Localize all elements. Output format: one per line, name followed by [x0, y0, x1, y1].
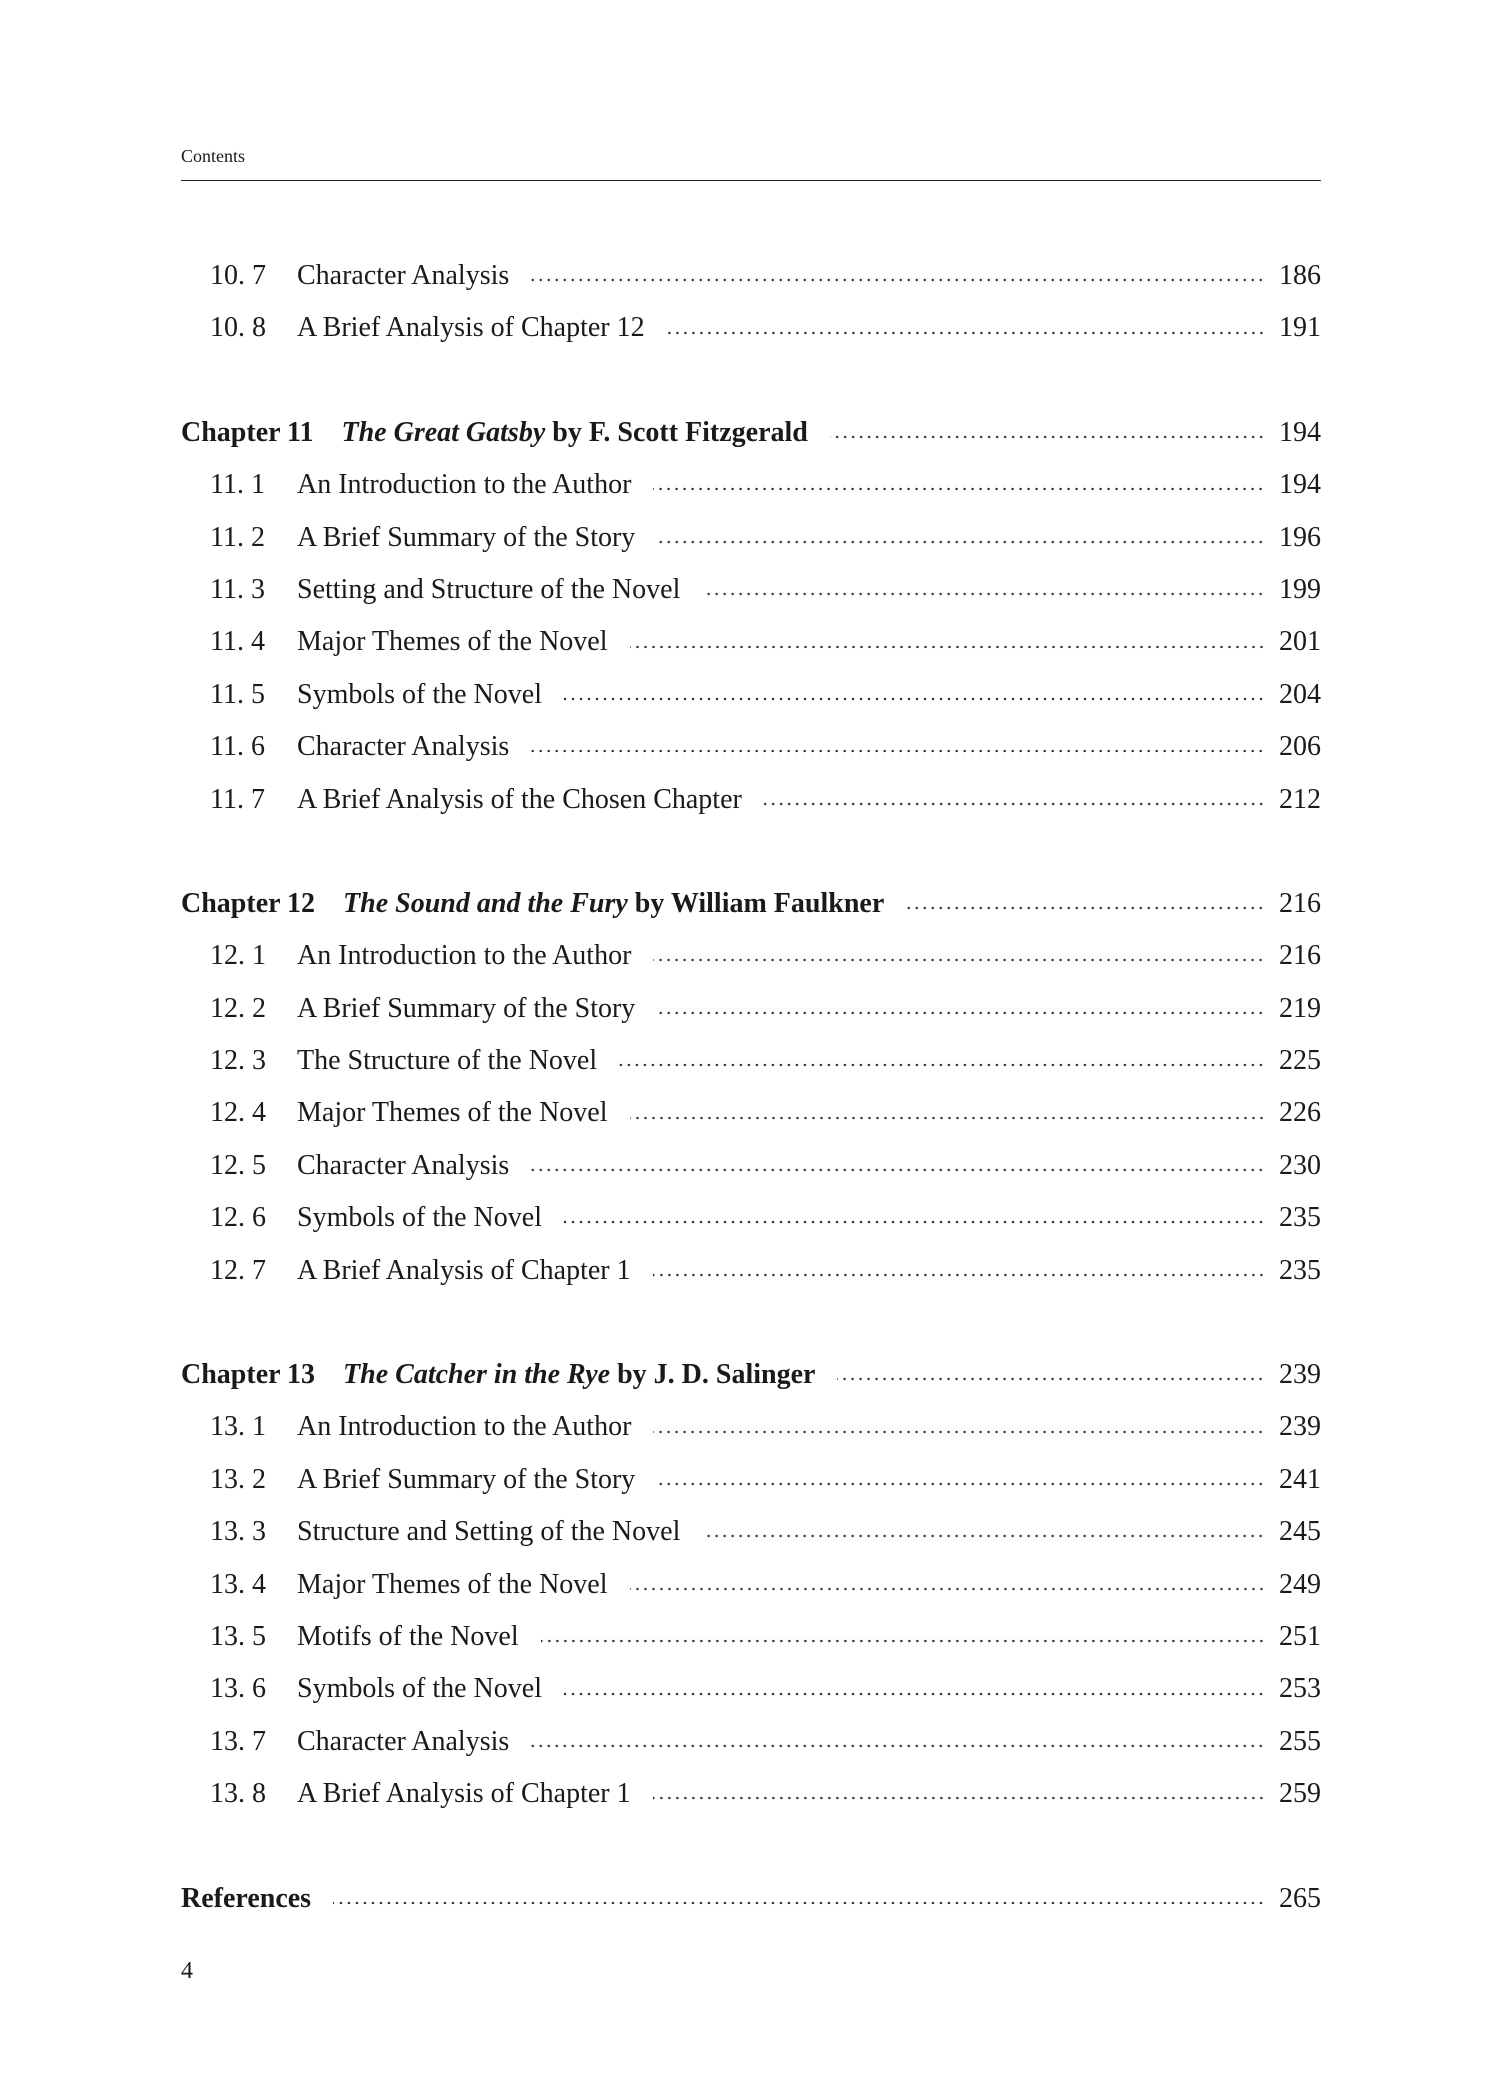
book-title: The Great Gatsby	[341, 416, 546, 448]
dot-leader	[564, 1691, 1265, 1697]
section-title: Character Analysis	[297, 731, 510, 763]
toc-entry-10-8[interactable]	[181, 302, 1321, 354]
section-title: Major Themes of the Novel	[297, 626, 608, 658]
book-author: by F. Scott Fitzgerald	[552, 416, 808, 448]
dot-leader	[667, 330, 1265, 336]
section-title: Symbols of the Novel	[297, 678, 542, 710]
toc-entry-11-1[interactable]	[181, 459, 1321, 511]
chapter-title	[181, 407, 808, 459]
running-head: Contents	[181, 146, 246, 166]
page-number: 230	[1279, 1149, 1321, 1181]
page-number: 194	[1279, 416, 1321, 448]
dot-leader	[764, 801, 1265, 807]
toc-chapter-13[interactable]	[181, 1349, 1321, 1401]
section-number: 12. 2	[210, 992, 266, 1024]
page-number: 225	[1279, 1045, 1321, 1077]
toc-entry-13-7[interactable]	[181, 1716, 1321, 1768]
dot-leader	[619, 1062, 1265, 1068]
toc-entry-11-2[interactable]	[181, 512, 1321, 564]
dot-leader	[702, 591, 1265, 597]
page-number: 235	[1279, 1254, 1321, 1286]
book-author: by William Faulkner	[634, 887, 885, 919]
toc-group-references	[181, 1873, 1321, 1925]
section-title: A Brief Analysis of Chapter 1	[297, 1778, 631, 1810]
dot-leader	[564, 1219, 1265, 1225]
toc-entry-11-5[interactable]	[181, 669, 1321, 721]
section-title: Major Themes of the Novel	[297, 1568, 608, 1600]
section-number: 11. 1	[210, 469, 265, 501]
section-number: 13. 5	[210, 1620, 266, 1652]
dot-leader	[630, 1586, 1265, 1592]
page-number: 241	[1279, 1463, 1321, 1495]
dot-leader	[653, 1272, 1265, 1278]
page-number: 206	[1279, 731, 1321, 763]
section-title: Setting and Structure of the Novel	[297, 573, 681, 605]
section-number: 11. 3	[210, 573, 265, 605]
header-rule	[181, 180, 1321, 181]
toc-group-chapter-12	[181, 878, 1321, 1297]
page-number: 216	[1279, 887, 1321, 919]
book-title: The Catcher in the Rye	[343, 1359, 611, 1391]
toc-entry-12-7[interactable]	[181, 1245, 1321, 1297]
dot-leader	[564, 696, 1265, 702]
section-number: 11. 2	[210, 521, 265, 553]
dot-leader	[837, 1376, 1265, 1382]
toc-entry-11-6[interactable]	[181, 721, 1321, 773]
chapter-label: Chapter 11	[181, 416, 314, 448]
toc-entry-13-3[interactable]	[181, 1506, 1321, 1558]
section-number: 13. 8	[210, 1778, 266, 1810]
page-number: 245	[1279, 1516, 1321, 1548]
page-number: 194	[1279, 469, 1321, 501]
section-number: 12. 1	[210, 940, 266, 972]
toc-group-chapter-11	[181, 407, 1321, 826]
page-number: 251	[1279, 1620, 1321, 1652]
page-number: 219	[1279, 992, 1321, 1024]
chapter-title	[181, 878, 884, 930]
toc-entry-10-7[interactable]	[181, 250, 1321, 302]
page-number: 265	[1279, 1882, 1321, 1914]
section-number: 13. 3	[210, 1516, 266, 1548]
toc-group-chapter-10-continued	[181, 250, 1321, 355]
dot-leader	[630, 1115, 1265, 1121]
toc-references[interactable]	[181, 1873, 1321, 1925]
page-number: 216	[1279, 940, 1321, 972]
section-title: A Brief Summary of the Story	[297, 1463, 636, 1495]
section-title: An Introduction to the Author	[297, 469, 632, 501]
page-number: 212	[1279, 783, 1321, 815]
section-number: 13. 7	[210, 1725, 266, 1757]
section-title: A Brief Summary of the Story	[297, 521, 636, 553]
dot-leader	[653, 1795, 1265, 1801]
toc-entry-11-7[interactable]	[181, 774, 1321, 826]
section-number: 11. 4	[210, 626, 265, 658]
toc-entry-13-1[interactable]	[181, 1401, 1321, 1453]
toc-entry-12-4[interactable]	[181, 1087, 1321, 1139]
section-title: Major Themes of the Novel	[297, 1097, 608, 1129]
section-number: 12. 4	[210, 1097, 266, 1129]
section-number: 12. 5	[210, 1149, 266, 1181]
dot-leader	[906, 905, 1265, 911]
references-title: References	[181, 1882, 312, 1914]
page-number: 253	[1279, 1673, 1321, 1705]
section-title: An Introduction to the Author	[297, 1411, 632, 1443]
page-number: 255	[1279, 1725, 1321, 1757]
section-title: A Brief Analysis of the Chosen Chapter	[297, 783, 742, 815]
page-number: 249	[1279, 1568, 1321, 1600]
toc-entry-12-3[interactable]	[181, 1035, 1321, 1087]
toc-entry-12-5[interactable]	[181, 1140, 1321, 1192]
page-number: 259	[1279, 1778, 1321, 1810]
toc-entry-12-6[interactable]	[181, 1192, 1321, 1244]
page-number: 201	[1279, 626, 1321, 658]
page-number: 196	[1279, 521, 1321, 553]
section-number: 12. 7	[210, 1254, 266, 1286]
table-of-contents	[181, 250, 1321, 1977]
section-title: Character Analysis	[297, 1725, 510, 1757]
section-title: The Structure of the Novel	[297, 1045, 598, 1077]
dot-leader	[541, 1638, 1265, 1644]
dot-leader	[657, 1481, 1265, 1487]
dot-leader	[702, 1533, 1265, 1539]
toc-entry-13-5[interactable]	[181, 1611, 1321, 1663]
section-title: Character Analysis	[297, 260, 510, 291]
section-number: 12. 3	[210, 1045, 266, 1077]
chapter-label: Chapter 12	[181, 887, 316, 919]
toc-entry-11-3[interactable]	[181, 564, 1321, 616]
toc-group-chapter-13	[181, 1349, 1321, 1821]
dot-leader	[531, 1167, 1265, 1173]
dot-leader	[333, 1900, 1265, 1906]
section-title: Character Analysis	[297, 1149, 510, 1181]
chapter-label: Chapter 13	[181, 1359, 316, 1391]
dot-leader	[830, 434, 1265, 440]
dot-leader	[653, 1429, 1265, 1435]
toc-chapter-12[interactable]	[181, 878, 1321, 930]
dot-leader	[653, 486, 1265, 492]
toc-entry-12-1[interactable]	[181, 930, 1321, 982]
toc-entry-13-8[interactable]	[181, 1768, 1321, 1820]
section-number: 13. 6	[210, 1673, 266, 1705]
section-number: 13. 1	[210, 1411, 266, 1443]
page-number: 226	[1279, 1097, 1321, 1129]
page-number: 199	[1279, 573, 1321, 605]
section-number: 13. 2	[210, 1463, 266, 1495]
toc-entry-12-2[interactable]	[181, 983, 1321, 1035]
book-author: by J. D. Salinger	[617, 1359, 816, 1391]
section-number: 11. 7	[210, 783, 265, 815]
section-number: 12. 6	[210, 1202, 266, 1234]
section-title: A Brief Summary of the Story	[297, 992, 636, 1024]
section-number: 13. 4	[210, 1568, 266, 1600]
dot-leader	[630, 644, 1265, 650]
page-number: 191	[1279, 312, 1321, 344]
folio-page-number: 4	[181, 1958, 193, 1984]
toc-chapter-11[interactable]	[181, 407, 1321, 459]
toc-entry-13-2[interactable]	[181, 1454, 1321, 1506]
section-title: A Brief Analysis of Chapter 1	[297, 1254, 631, 1286]
toc-entry-13-6[interactable]	[181, 1663, 1321, 1715]
page-number: 186	[1279, 260, 1321, 291]
page-number: 204	[1279, 678, 1321, 710]
toc-entry-11-4[interactable]	[181, 616, 1321, 668]
dot-leader	[531, 277, 1265, 283]
section-title: Structure and Setting of the Novel	[297, 1516, 681, 1548]
dot-leader	[531, 1743, 1265, 1749]
section-title: Motifs of the Novel	[297, 1620, 519, 1652]
section-number: 10. 8	[210, 312, 266, 344]
toc-entry-13-4[interactable]	[181, 1559, 1321, 1611]
section-number: 11. 5	[210, 678, 265, 710]
section-number: 11. 6	[210, 731, 265, 763]
section-number: 10. 7	[210, 260, 266, 291]
page-number: 235	[1279, 1202, 1321, 1234]
dot-leader	[531, 748, 1265, 754]
section-title: Symbols of the Novel	[297, 1673, 542, 1705]
dot-leader	[653, 957, 1265, 963]
page-number: 239	[1279, 1411, 1321, 1443]
page-number: 239	[1279, 1359, 1321, 1391]
section-title: A Brief Analysis of Chapter 12	[297, 312, 645, 344]
dot-leader	[657, 1010, 1265, 1016]
chapter-title	[181, 1349, 815, 1401]
dot-leader	[657, 539, 1265, 545]
section-title: An Introduction to the Author	[297, 940, 632, 972]
book-title: The Sound and the Fury	[343, 887, 628, 919]
section-title: Symbols of the Novel	[297, 1202, 542, 1234]
